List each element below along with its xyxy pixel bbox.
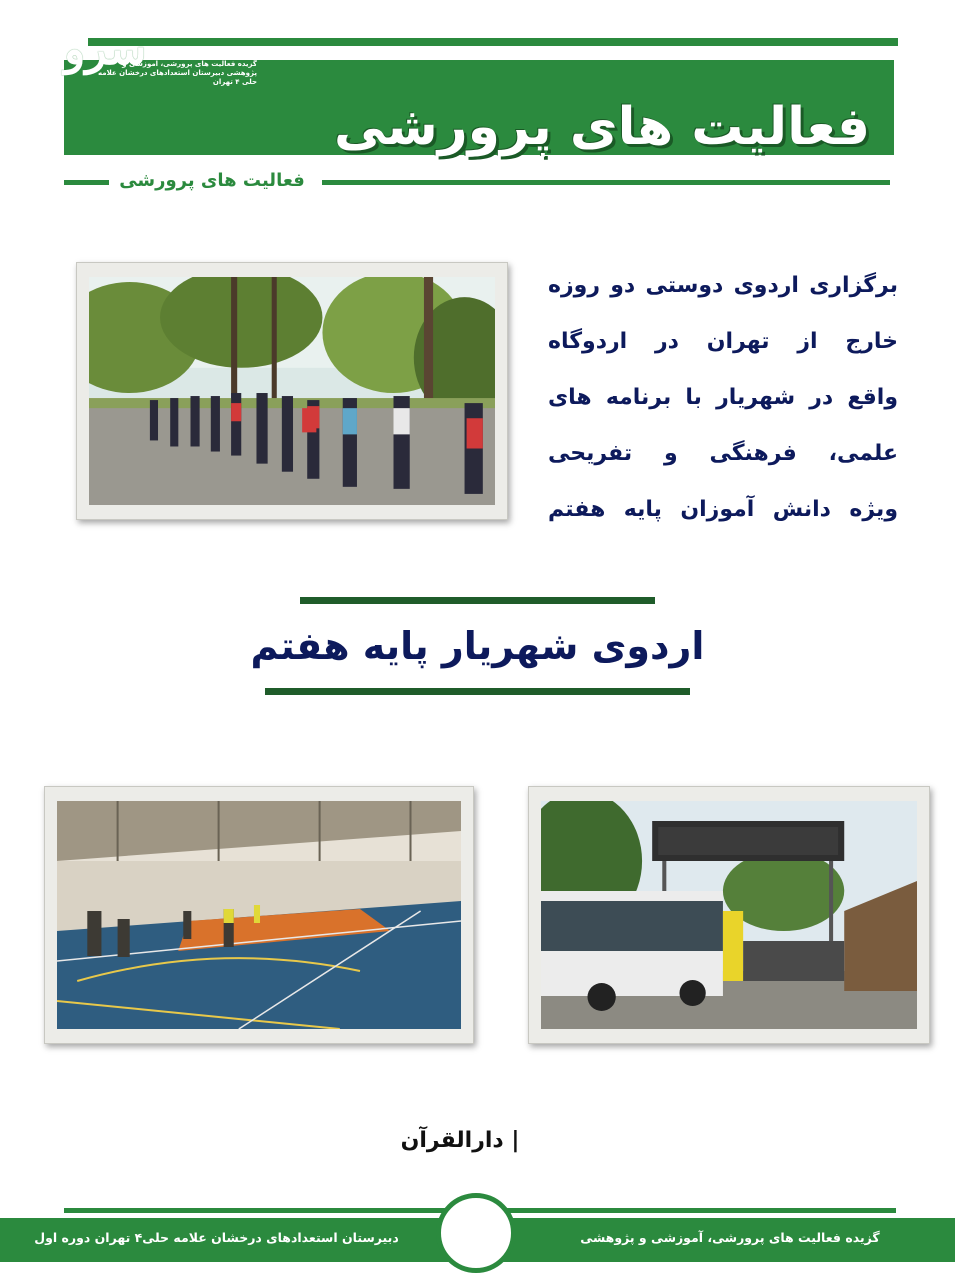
footer-school-name: دبیرستان استعدادهای درخشان علامه حلی۴ تهران دوره اول bbox=[34, 1230, 399, 1245]
unit-label: | دارالقرآن bbox=[400, 1128, 520, 1153]
photo-outdoor-students bbox=[89, 277, 495, 505]
photo-frame-camp-gate bbox=[528, 786, 930, 1044]
page-title: فعالیت های پرورشی bbox=[333, 97, 870, 157]
footer-circle-emblem bbox=[436, 1193, 516, 1273]
description-line: علمی، فرهنگی و تفریحی bbox=[548, 441, 898, 466]
section-rule-bottom bbox=[265, 688, 690, 695]
description-line: ویژه دانش آموزان پایه هفتم bbox=[548, 497, 898, 522]
brand-subtitle: گزیده فعالیت های پرورشی، آموزشی و پژوهشی دبیرستان استعدادهای درخشان علامه حلی ۴ تهران bbox=[97, 60, 257, 86]
header-top-line bbox=[88, 38, 898, 46]
photo-gym-students bbox=[57, 801, 461, 1029]
page-subtitle: فعالیت های پرورشی bbox=[112, 168, 312, 194]
photo-frame-gym bbox=[44, 786, 474, 1044]
description-line: خارج از تهران در اردوگاه bbox=[548, 329, 898, 354]
brand-logo: سرو bbox=[64, 24, 147, 75]
activity-description bbox=[548, 258, 898, 538]
description-line: برگزاری اردوی دوستی دو روزه bbox=[548, 273, 898, 298]
photo-camp-gate-bus bbox=[541, 801, 917, 1029]
footer-publication-name: گزیده فعالیت های پرورشی، آموزشی و پژوهشی bbox=[580, 1230, 880, 1245]
photo-frame-outdoor bbox=[76, 262, 508, 520]
section-title: اردوی شهریار پایه هفتم bbox=[250, 624, 705, 668]
description-line: واقع در شهریار با برنامه های bbox=[548, 385, 898, 410]
section-rule-top bbox=[300, 597, 655, 604]
